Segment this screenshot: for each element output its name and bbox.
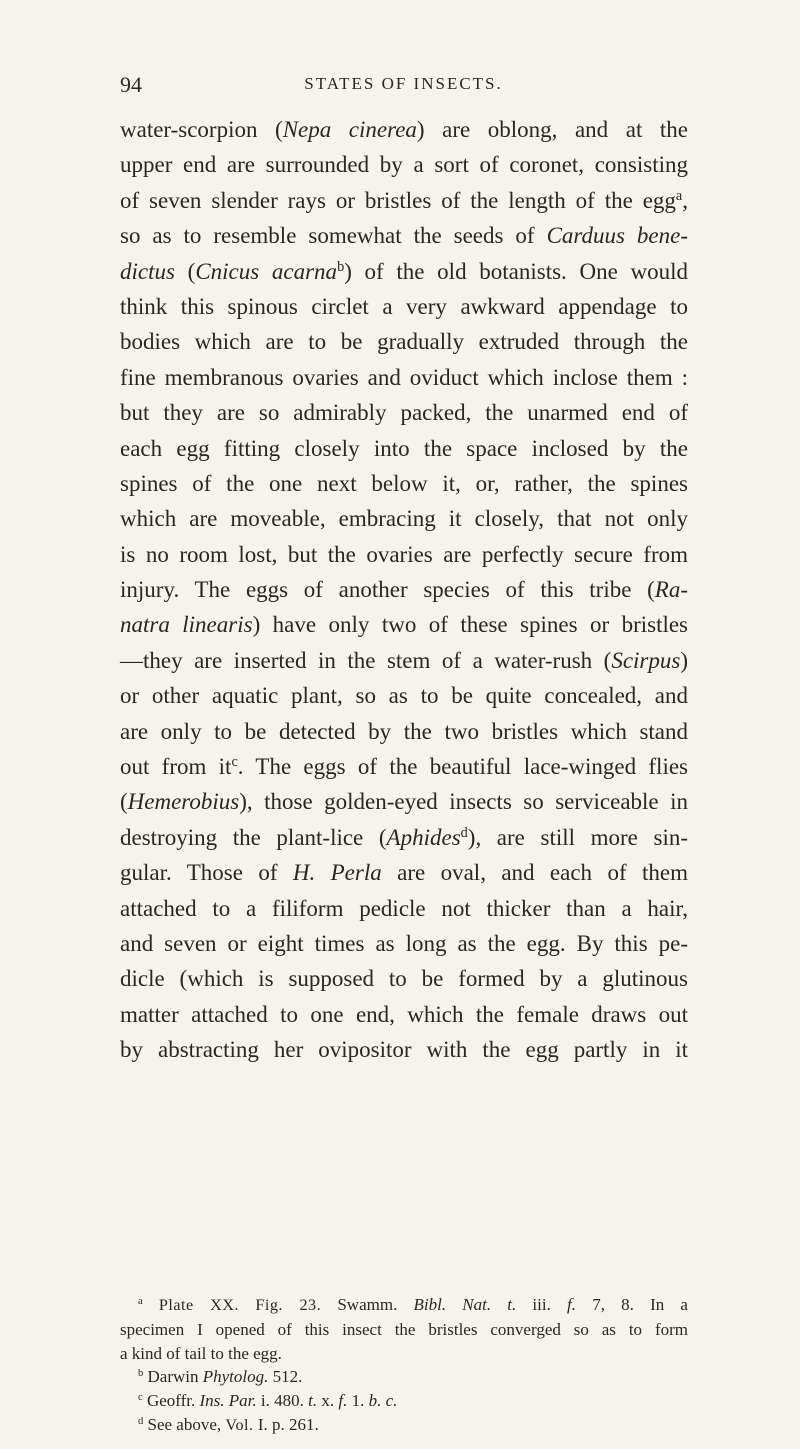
text-line: gular. Those of H. Perla are oval, and each of them (120, 860, 688, 886)
footnote-d: $^d$ See above, Vol. I. p. 261. (138, 1414, 319, 1434)
text-line: out from $it^c$. The eggs of the beautiful lace-winged flies (120, 754, 688, 780)
text-line: injury. The eggs of another species of this tribe (Ra- (120, 577, 688, 603)
footnote-b: $^b$ Darwin Phytolog. 512. (138, 1367, 303, 1387)
text-line: upper end are surrounded by a sort of coronet, consisting (120, 152, 688, 178)
footnote-a: $^a$ Plate XX. Fig. 23. Swamm. Bibl. Nat. t. iii. f. 7, 8. In a (138, 1295, 688, 1314)
footnote-a-continued: specimen I opened of this insect the bristles converged so as to form (120, 1319, 688, 1339)
text-line: but they are so admirably packed, the unarmed end of (120, 400, 688, 426)
text-line: by abstracting her ovipositor with the egg partly in it (120, 1037, 688, 1063)
footnote-ref-b[interactable]: b (337, 258, 345, 275)
text-line: natra linearis) have only two of these spines or bristles (120, 612, 689, 638)
footnotes (120, 1293, 688, 1438)
text-line: matter attached to one end, which the female draws out (120, 1001, 688, 1027)
page-header (120, 72, 687, 102)
text-line: so as to resemble somewhat the seeds of Carduus bene- (120, 223, 688, 249)
text-line: each egg fitting closely into the space inclosed by the (120, 435, 688, 461)
text-line: is no room lost, but the ovaries are perfectly secure from (120, 541, 688, 567)
text-line: of seven slender rays or bristles of the length of the egg$^a$, (120, 187, 688, 213)
page-number: 94 (120, 72, 142, 97)
text-line: (Hemerobius), those golden-eyed insects so serviceable in (120, 789, 688, 815)
footnote-ref-c[interactable]: c (231, 754, 238, 771)
body-text (120, 112, 688, 1068)
text-line: —they are inserted in the stem of a water-rush (Scirpus) (120, 647, 688, 673)
running-title: STATES OF INSECTS. (304, 74, 503, 93)
text-line: water-scorpion (Nepa cinerea) are oblong, and at the (120, 117, 688, 142)
text-line: attached to a filiform pedicle not thicker than a hair, (120, 895, 688, 921)
footnote-c: $^c$ Geoffr. Ins. Par. i. 480. t. x. f. 1. b. c. (138, 1391, 398, 1411)
text-line: are only to be detected by the two bristles which stand (120, 718, 688, 744)
text-line: bodies which are to be gradually extruded through the (120, 329, 688, 355)
text-line: fine membranous ovaries and oviduct which inclose them : (120, 364, 688, 390)
text-line: which are moveable, embracing it closely, that not only (120, 506, 688, 532)
text-line: destroying the plant-lice (Aphides$^d$), are still more sin- (120, 824, 688, 850)
text-line: and seven or eight times as long as the egg. By this pe- (120, 930, 688, 956)
footnote-a-continued: a kind of tail to the egg. (120, 1343, 282, 1363)
text-line: spines of the one next below it, or, rather, the spines (120, 470, 688, 496)
footnote-ref-a[interactable]: a (675, 187, 683, 204)
text-line: or other aquatic plant, so as to be quite concealed, and (120, 683, 688, 709)
footnote-ref-d[interactable]: d (460, 824, 468, 841)
text-line: dictus (Cnicus acarna$^b$) of the old botanists. One would (120, 258, 688, 284)
text-line: dicle (which is supposed to be formed by a glutinous (120, 966, 688, 992)
text-line: think this spinous circlet a very awkward appendage to (120, 293, 688, 319)
